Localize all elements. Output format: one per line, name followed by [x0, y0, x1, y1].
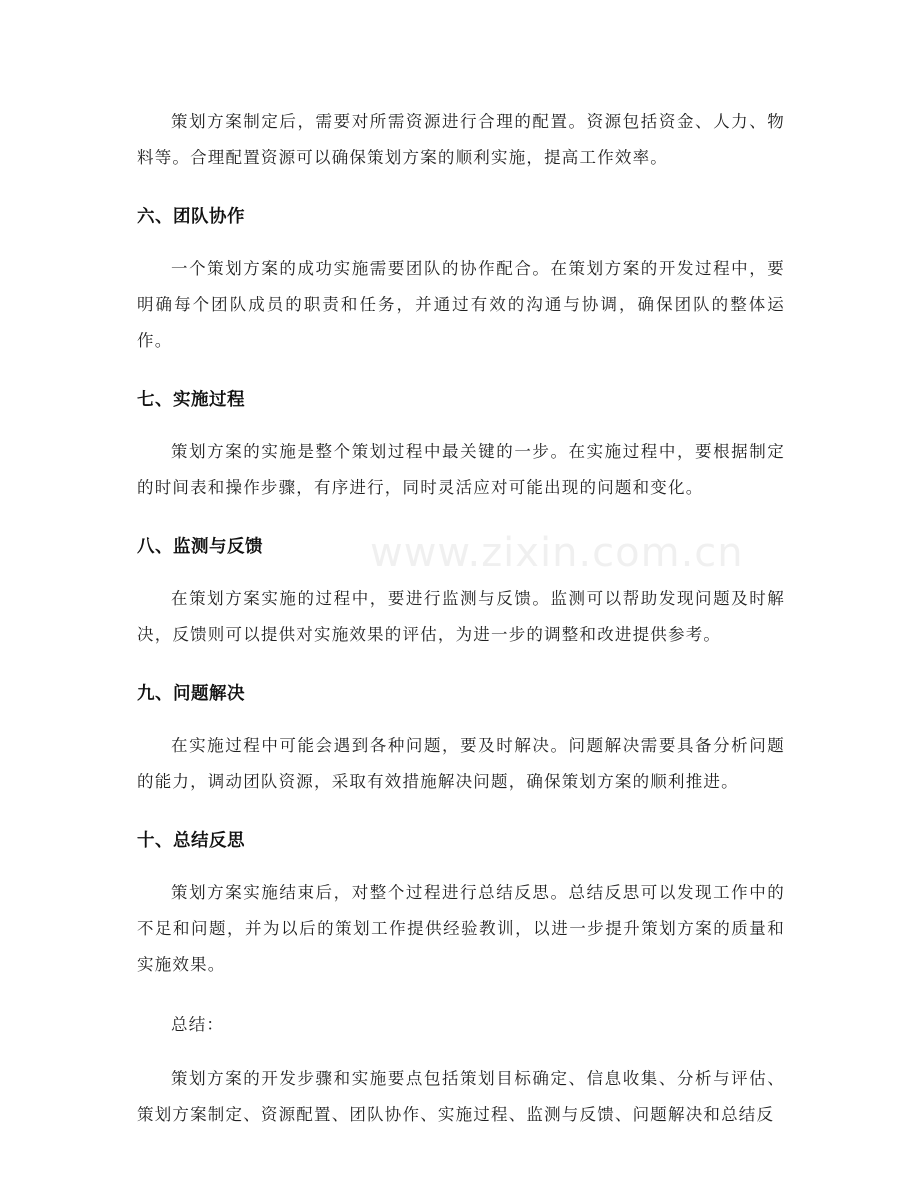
- paragraph-reflection: 策划方案实施结束后，对整个过程进行总结反思。总结反思可以发现工作中的不足和问题，并为以后的策划工作提供经验教训，以进一步提升策划方案的质量和实施效果。: [137, 883, 785, 974]
- section-heading-reflection: 十、总结反思: [137, 831, 245, 851]
- section-heading-monitoring: 八、监测与反馈: [137, 537, 263, 557]
- paragraph-problem-solving: 在实施过程中可能会遇到各种问题，要及时解决。问题解决需要具备分析问题的能力，调动团队资源，采取有效措施解决问题，确保策划方案的顺利推进。: [137, 736, 785, 791]
- document-body: [137, 104, 785, 1157]
- paragraph-monitoring: 在策划方案实施的过程中，要进行监测与反馈。监测可以帮助发现问题及时解决，反馈则可以提供对实施效果的评估，为进一步的调整和改进提供参考。: [137, 589, 785, 644]
- summary-label: 总结：: [171, 1015, 225, 1034]
- watermark-text: www.zixin.com.cn: [370, 530, 744, 576]
- paragraph-implementation: 策划方案的实施是整个策划过程中最关键的一步。在实施过程中，要根据制定的时间表和操作步骤，有序进行，同时灵活应对可能出现的问题和变化。: [137, 442, 785, 497]
- section-heading-implementation: 七、实施过程: [137, 390, 245, 410]
- paragraph-summary: 策划方案的开发步骤和实施要点包括策划目标确定、信息收集、分析与评估、策划方案制定、资源配置、团队协作、实施过程、监测与反馈、问题解决和总结反: [137, 1069, 785, 1124]
- section-heading-problem-solving: 九、问题解决: [137, 684, 245, 704]
- paragraph-teamwork: 一个策划方案的成功实施需要团队的协作配合。在策划方案的开发过程中，要明确每个团队成员的职责和任务，并通过有效的沟通与协调，确保团队的整体运作。: [137, 259, 785, 350]
- paragraph-resources: 策划方案制定后，需要对所需资源进行合理的配置。资源包括资金、人力、物料等。合理配置资源可以确保策划方案的顺利实施，提高工作效率。: [137, 112, 785, 167]
- section-heading-teamwork: 六、团队协作: [137, 207, 245, 227]
